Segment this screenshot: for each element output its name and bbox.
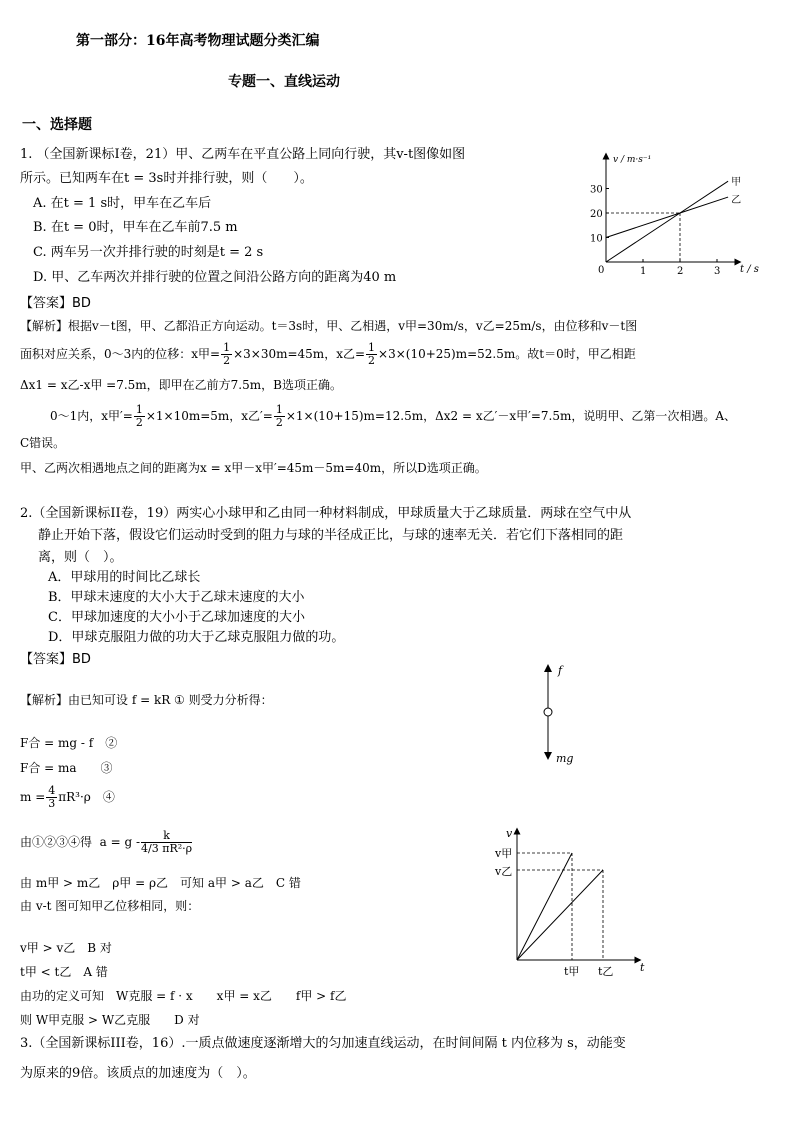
force-diagram bbox=[530, 660, 590, 770]
x-tick-label: 3 bbox=[714, 266, 721, 277]
q1-explanation-3: Δx1 = x乙-x甲 =7.5m，即甲在乙前方7.5m，B选项正确。 bbox=[20, 378, 342, 392]
x-axis-label: t bbox=[640, 961, 645, 974]
q2-option-b: B．甲球末速度的大小大于乙球末速度的大小 bbox=[48, 590, 305, 605]
gravity-label: mg bbox=[556, 752, 574, 765]
q2-stem-line3: 离，则（ ）。 bbox=[38, 550, 123, 565]
topic-title: 专题一、直线运动 bbox=[228, 74, 340, 90]
q2-step-conclusion: 则 W甲克服 > W乙克服 D 对 bbox=[20, 1013, 200, 1027]
q2-step-vt: 由 v-t 图可知甲乙位移相同，则： bbox=[20, 899, 200, 913]
t-yi-label: t乙 bbox=[598, 965, 614, 978]
q2-equation-3: F合 = ma ③ bbox=[20, 761, 113, 775]
fraction-half: $\frac{1}{2}$ bbox=[368, 341, 376, 367]
page-title: 第一部分：16年高考物理试题分类汇编 bbox=[76, 33, 320, 49]
q1-answer: 【答案】BD bbox=[20, 296, 91, 311]
x-tick-label: 1 bbox=[640, 266, 647, 277]
q1-stem-line1: 1. （全国新课标Ⅰ卷，21）甲、乙两车在平直公路上同向行驶，其v-t图像如图 bbox=[20, 147, 466, 162]
q1-stem-line2: 所示。已知两车在t = 3s时并排行驶，则（ ）。 bbox=[20, 171, 313, 186]
q1-explanation-5: C错误。 bbox=[20, 436, 66, 450]
vt-sketch-q2 bbox=[490, 825, 650, 985]
q2-stem-line1: 2.（全国新课标II卷，19）两实心小球甲和乙由同一种材料制成，甲球质量大于乙球质量．两球在空气中从 bbox=[20, 506, 632, 521]
q2-step-time: t甲 < t乙 A 错 bbox=[20, 965, 108, 979]
q1-exp2-part-c: ×3×(10+25)m=52.5m。故t＝0时，甲乙相距 bbox=[378, 347, 636, 361]
series-line-jia bbox=[606, 181, 728, 262]
q1-explanation-6: 甲、乙两次相遇地点之间的距离为x = x甲－x甲′=45m－5m=40m，所以D选项正确。 bbox=[20, 461, 487, 475]
fig1-plot bbox=[590, 155, 759, 277]
drag-force-label: f bbox=[558, 664, 563, 677]
fraction-half: $\frac{1}{2}$ bbox=[135, 403, 143, 429]
q2-stem-line2: 静止开始下落，假设它们运动时受到的阻力与球的半径成正比，与球的速率无关．若它们下落相同的距 bbox=[38, 528, 624, 543]
q1-option-d: D. 甲、乙车两次并排行驶的位置之间沿公路方向的距离为40 m bbox=[33, 270, 397, 285]
q1-exp4-part-b: ×1×10m=5m，x乙′= bbox=[145, 409, 273, 423]
series-label-yi: 乙 bbox=[731, 195, 742, 207]
q2-equation-2: F合 = mg - f ② bbox=[20, 736, 118, 750]
q2-answer: 【答案】BD bbox=[20, 652, 91, 667]
q1-explanation-4 bbox=[50, 404, 736, 429]
q2-step-work: 由功的定义可知 W克服 = f · x x甲 = x乙 f甲 > f乙 bbox=[20, 989, 347, 1003]
line-yi bbox=[517, 870, 603, 960]
q1-option-c: C. 两车另一次并排行驶的时刻是t = 2 s bbox=[33, 245, 264, 260]
fraction-acceleration: $\frac{k}{\text{4/3 πR²·ρ}}$ bbox=[141, 829, 193, 855]
q2-option-a: A．甲球用的时间比乙球长 bbox=[48, 570, 201, 585]
q1-exp2-part-b: ×3×30m=45m，x乙= bbox=[233, 347, 366, 361]
y-tick-label: 20 bbox=[590, 209, 603, 220]
q1-explanation-1: 【解析】根据v－t图，甲、乙都沿正方向运动。t＝3s时，甲、乙相遇，v甲=30m/s，v乙=25m/s，由位移和v－t图 bbox=[20, 319, 638, 333]
q2-option-d: D．甲球克服阻力做的功大于乙球克服阻力做的功。 bbox=[48, 630, 345, 645]
y-axis-label: v / m·s⁻¹ bbox=[613, 155, 652, 165]
series-label-jia: 甲 bbox=[731, 177, 742, 189]
q2-step-mass: 由 m甲 > m乙 ρ甲 = ρ乙 可知 a甲 > a乙 C 错 bbox=[20, 876, 301, 890]
fraction-four-thirds: $\frac{4}{3}$ bbox=[48, 784, 56, 810]
q2-step-velocity: v甲 > v乙 B 对 bbox=[20, 941, 112, 955]
section-heading: 一、选择题 bbox=[22, 117, 92, 133]
q1-exp2-part-a: 面积对应关系，0～3内的位移：x甲= bbox=[20, 347, 221, 361]
q1-option-b: B. 在t = 0时，甲车在乙车前7.5 m bbox=[33, 220, 238, 235]
ball-icon bbox=[544, 708, 552, 716]
origin-label: 0 bbox=[598, 265, 605, 276]
v-jia-label: v甲 bbox=[495, 847, 513, 860]
q1-exp4-part-c: ×1×(10+15)m=12.5m，Δx2 = x乙′－x甲′=7.5m，说明甲、乙第一次相遇。A、 bbox=[285, 409, 736, 423]
fraction-half: $\frac{1}{2}$ bbox=[275, 403, 283, 429]
vt-chart-q1 bbox=[588, 150, 778, 280]
series-line-yi bbox=[606, 197, 728, 237]
q3-stem-line1: 3.（全国新课标III卷，16）.一质点做速度逐渐增大的匀加速直线运动，在时间间隔 t 内位移为 s，动能变 bbox=[20, 1036, 626, 1051]
q2-derivation: 由①②③④得 a = g - $\frac{k}{\text{4/3 πR²·ρ}}$ bbox=[20, 829, 193, 855]
x-tick-label: 2 bbox=[677, 266, 684, 277]
q1-exp4-part-a: 0～1内，x甲′= bbox=[50, 409, 133, 423]
q1-option-a: A. 在t = 1 s时，甲车在乙车后 bbox=[33, 196, 212, 211]
fraction-half: $\frac{1}{2}$ bbox=[223, 341, 231, 367]
x-axis-label: t / s bbox=[740, 264, 759, 275]
q2-explanation-1: 【解析】由已知可设 f = kR ① 则受力分析得： bbox=[20, 693, 273, 707]
q2-option-c: C．甲球加速度的大小小于乙球加速度的大小 bbox=[48, 610, 305, 625]
y-tick-label: 10 bbox=[590, 233, 603, 245]
y-axis-label: v bbox=[506, 827, 513, 840]
v-yi-label: v乙 bbox=[495, 865, 513, 878]
q2-equation-4: m = $\frac{4}{3}$ πR³·ρ ④ bbox=[20, 784, 115, 810]
y-tick-label: 30 bbox=[590, 184, 603, 196]
q1-explanation-2 bbox=[20, 342, 636, 367]
t-jia-label: t甲 bbox=[564, 965, 580, 978]
q3-stem-line2: 为原来的9倍。该质点的加速度为（ ）。 bbox=[20, 1066, 256, 1081]
line-jia bbox=[517, 853, 572, 960]
